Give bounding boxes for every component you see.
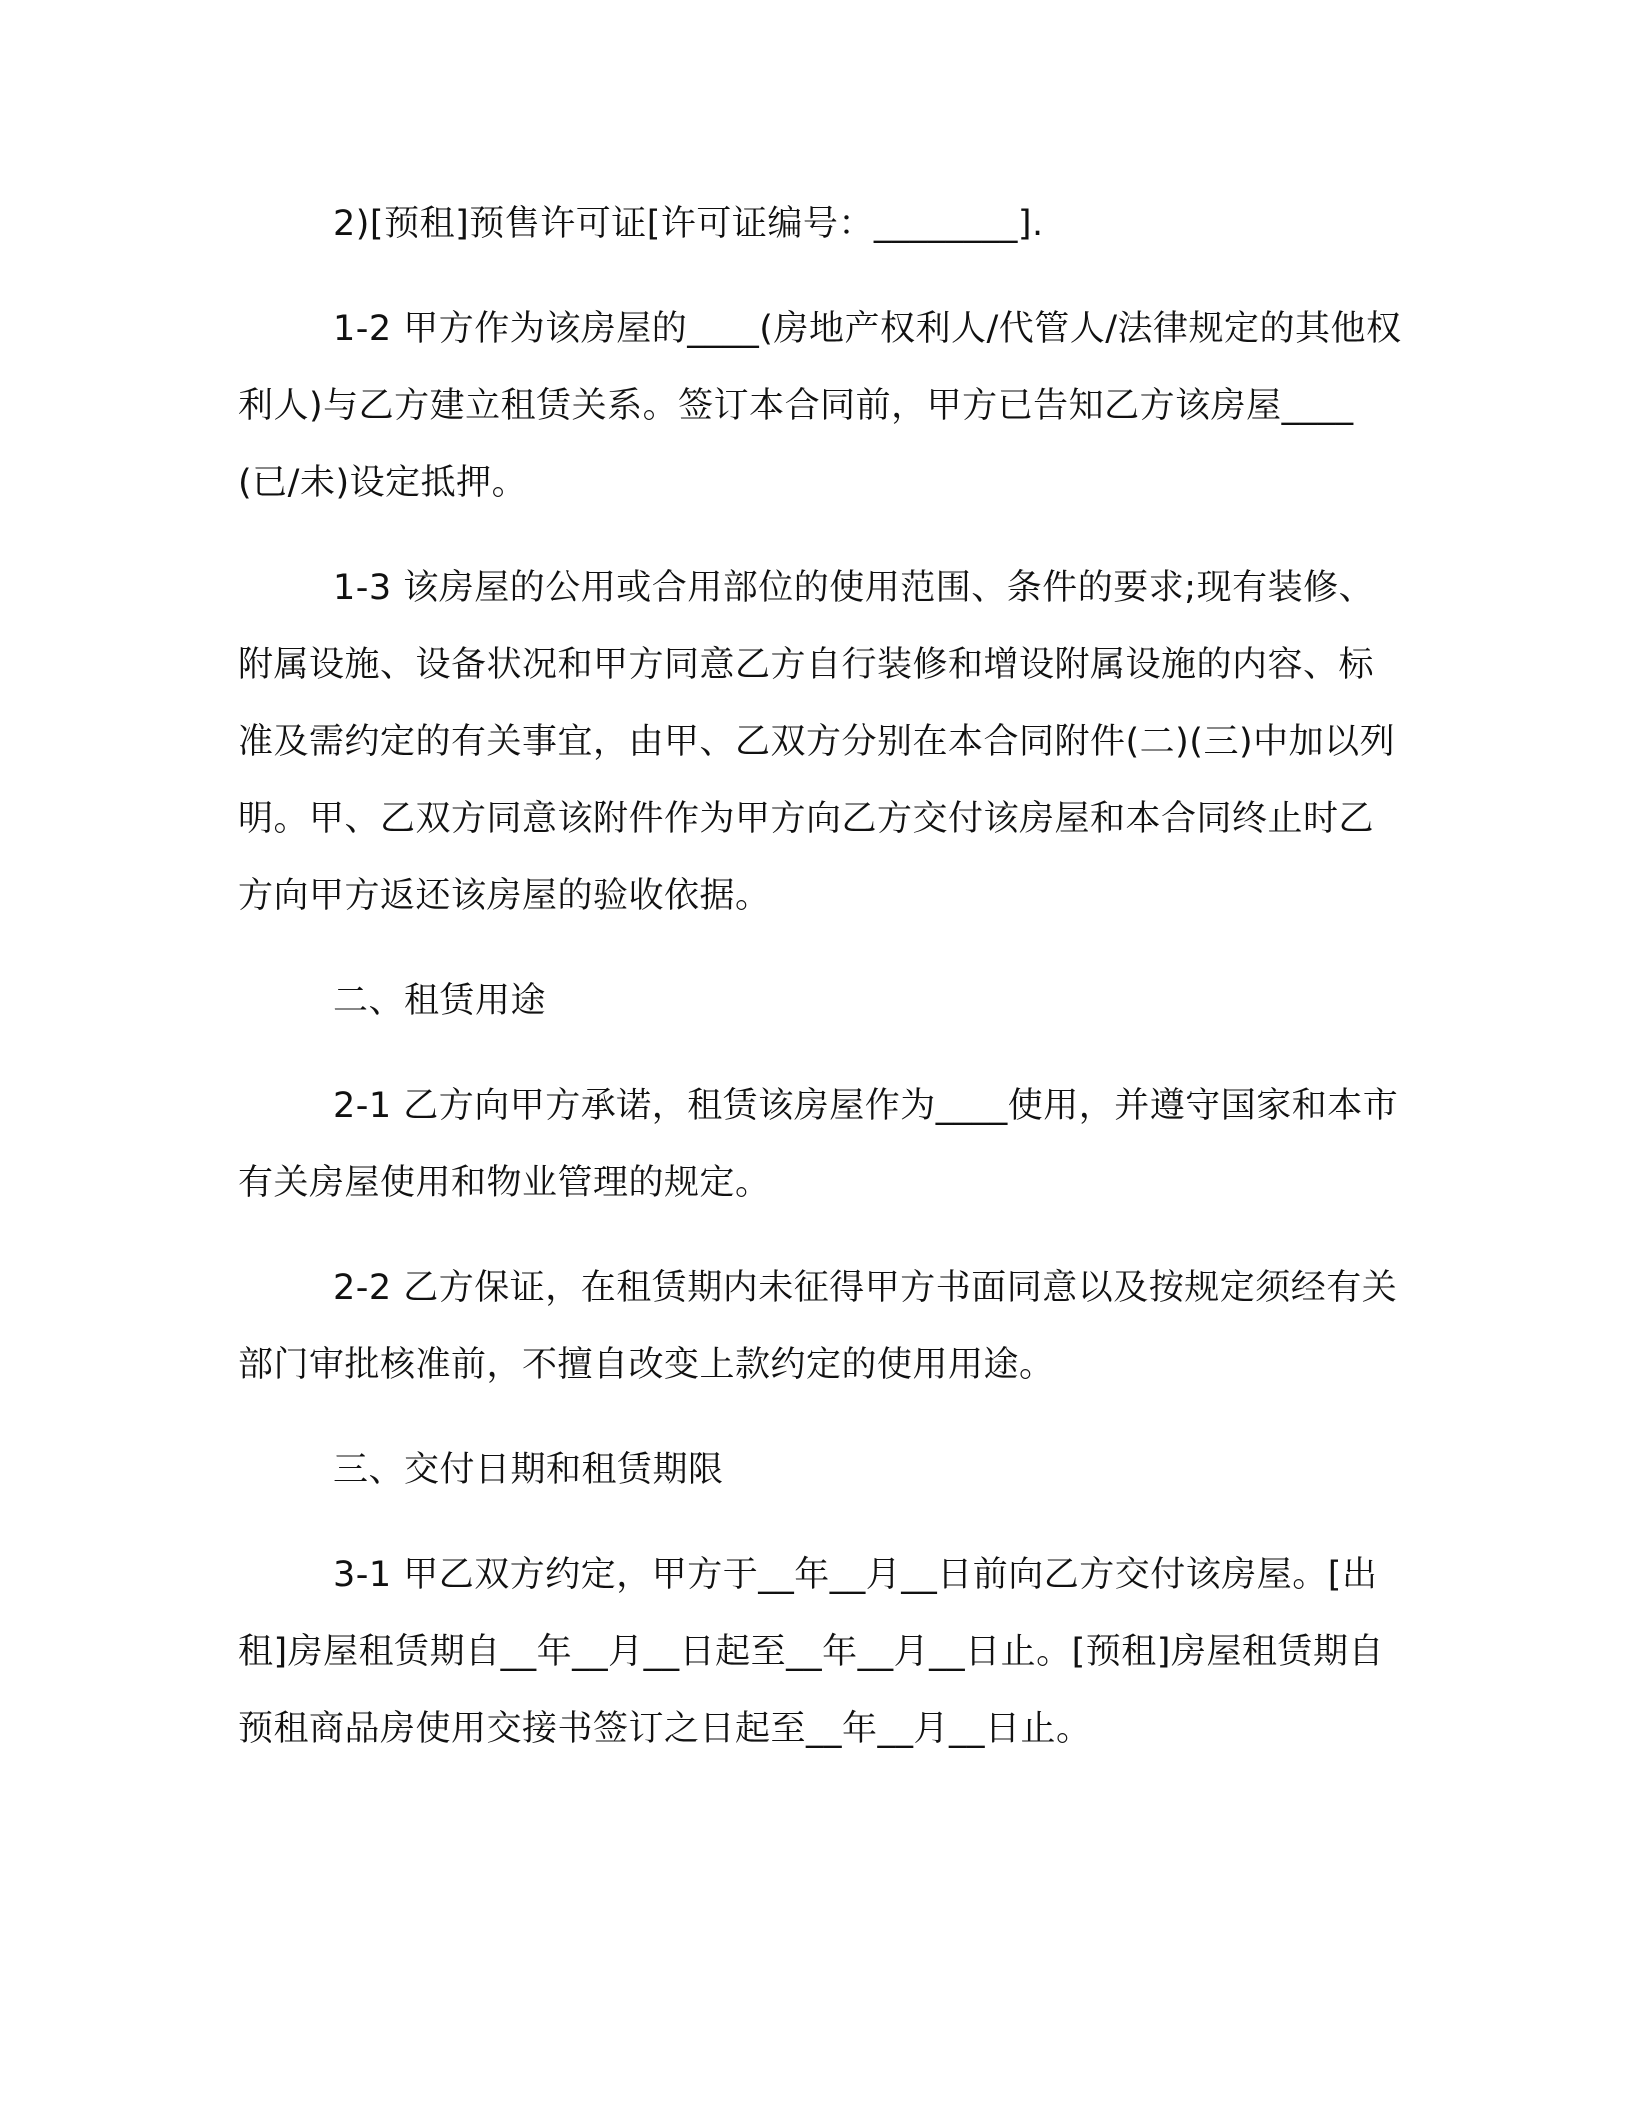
paragraph-clause-1-3: 1-3 该房屋的公用或合用部位的使用范围、条件的要求;现有装修、附属设施、设备状况和甲方同意乙方自行装修和增设附属设施的内容、标准及需约定的有关事宜，由甲、乙双方分别在本合同附件(二)(三)中加以列明。甲、乙双方同意该附件作为甲方向乙方交付该房屋和本合同终止时乙方向甲方返还该房屋的验收依据。	[238, 568, 1396, 916]
paragraph-clause-1-2: 1-2 甲方作为该房屋的____(房地产权利人/代管人/法律规定的其他权利人)与乙方建立租赁关系。签订本合同前，甲方已告知乙方该房屋____(已/未)设定抵押。	[238, 309, 1402, 503]
paragraph-presale-permit: 2)[预租]预售许可证[许可证编号：________].	[333, 204, 1044, 244]
document-body	[238, 186, 1408, 1768]
paragraph-clause-2-1: 2-1 乙方向甲方承诺，租赁该房屋作为____使用，并遵守国家和本市有关房屋使用和物业管理的规定。	[238, 1086, 1399, 1203]
section-heading-lease-purpose: 二、租赁用途	[333, 981, 547, 1021]
paragraph-clause-2-2: 2-2 乙方保证，在租赁期内未征得甲方书面同意以及按规定须经有关部门审批核准前，不擅自改变上款约定的使用用途。	[238, 1268, 1398, 1385]
paragraph-clause-3-1: 3-1 甲乙双方约定，甲方于__年__月__日前向乙方交付该房屋。[出租]房屋租赁期自__年__月__日起至__年__月__日止。[预租]房屋租赁期自预租商品房使用交接书签订之日起至__年__月__日止。	[238, 1555, 1384, 1749]
section-heading-delivery-term: 三、交付日期和租赁期限	[333, 1450, 724, 1490]
